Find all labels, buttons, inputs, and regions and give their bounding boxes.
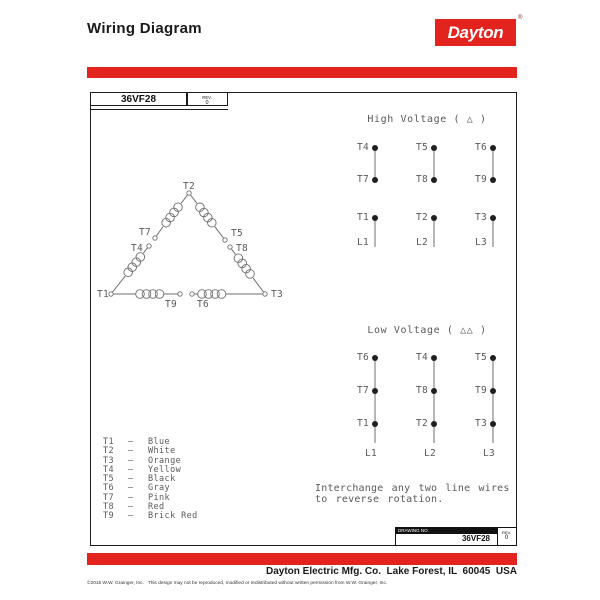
legend-dash: –	[128, 446, 134, 457]
legend-color: Red	[148, 502, 165, 513]
legend-color: Blue	[148, 437, 171, 447]
revision-label: REV.	[202, 94, 212, 100]
line-label: L3	[474, 237, 487, 248]
connection-dot	[490, 177, 496, 183]
terminal-label: T8	[415, 385, 428, 396]
connection-dot	[372, 145, 378, 151]
footer-copyright: ©2015 W.W. Grainger, Inc. This design may not be reproduced, modified or redistributed without written permission from W.W. Grainger, Inc.	[87, 581, 388, 586]
wire	[111, 276, 125, 294]
legend-terminal: T3	[103, 455, 115, 466]
legend-color: White	[148, 446, 176, 457]
drawing-rev-label: REV.	[502, 529, 511, 535]
coil-icon	[234, 254, 254, 278]
terminal-label-t9: T9	[164, 299, 178, 310]
coil-icon	[136, 290, 164, 299]
dayton-logo	[435, 19, 516, 46]
line-label: L2	[415, 237, 428, 248]
legend-terminal: T9	[103, 511, 115, 522]
dayton-logo-text: Dayton	[447, 22, 504, 42]
terminal-label-t1: T1	[96, 289, 109, 300]
footer-company: Dayton Electric Mfg. Co. Lake Forest, IL 60045 USA	[265, 566, 517, 577]
legend-color: Orange	[148, 455, 182, 466]
legend-color: Pink	[148, 492, 171, 503]
terminal-label: T6	[474, 142, 487, 153]
part-number: 36VF28	[120, 93, 157, 105]
terminal-label-t8: T8	[236, 243, 249, 254]
connection-dot	[372, 215, 378, 221]
legend-row	[103, 512, 198, 521]
rotation-note-line2: to reverse rotation.	[315, 493, 444, 505]
connection-dot	[490, 145, 496, 151]
terminal-label-t3: T3	[271, 289, 284, 300]
legend-dash: –	[128, 437, 134, 447]
terminal-label: T7	[356, 385, 369, 396]
high-voltage-diagram	[340, 105, 518, 255]
coil-icon	[162, 203, 183, 227]
coil-icon	[124, 253, 145, 277]
terminal-label-t2: T2	[182, 181, 196, 192]
header-rule	[87, 67, 517, 78]
wire	[253, 278, 265, 294]
terminal-label: T5	[474, 352, 487, 363]
part-number-box	[90, 92, 187, 106]
high-voltage-title: High Voltage ( △ )	[367, 114, 487, 125]
rotation-note	[315, 484, 510, 505]
connection-dot	[490, 421, 496, 427]
terminal-circle	[153, 236, 157, 240]
legend-color: Yellow	[148, 464, 182, 475]
registered-trademark-icon: ®	[518, 15, 523, 21]
terminal-label: T8	[415, 174, 428, 185]
terminal-label: T3	[474, 418, 487, 429]
connection-dot	[431, 388, 437, 394]
terminal-label-t7: T7	[138, 227, 151, 238]
coil-icon	[198, 290, 226, 299]
lead-color-legend	[103, 438, 198, 522]
drawing-number-label: DRAWING NO.	[396, 528, 497, 534]
legend-terminal: T5	[103, 474, 115, 485]
connection-dot	[372, 421, 378, 427]
page-title: Wiring Diagram	[87, 20, 202, 37]
legend-color: Gray	[148, 483, 171, 494]
legend-dash: –	[128, 492, 134, 503]
legend-dash: –	[128, 511, 134, 522]
low-voltage-diagram	[340, 315, 518, 465]
terminal-label-t5: T5	[231, 228, 244, 239]
terminal-label-t6: T6	[196, 299, 210, 310]
legend-dash: –	[128, 502, 134, 513]
terminal-label: T3	[474, 212, 487, 223]
drawing-rev-box	[497, 527, 517, 546]
delta-winding-diagram	[95, 165, 295, 320]
legend-terminal: T4	[103, 464, 115, 475]
rotation-note-line1: Interchange any two line wires	[315, 483, 510, 494]
terminal-label: T4	[415, 352, 428, 363]
terminal-circle	[147, 244, 151, 248]
terminal-circle	[263, 292, 267, 296]
terminal-label: T9	[474, 174, 487, 185]
revision-box	[187, 92, 228, 106]
terminal-label: T1	[356, 418, 369, 429]
legend-dash: –	[128, 464, 134, 475]
legend-terminal: T1	[103, 437, 115, 447]
connection-dot	[490, 388, 496, 394]
terminal-circle	[228, 245, 232, 249]
revision-value: 0	[205, 99, 209, 106]
terminal-label: T4	[356, 142, 369, 153]
legend-terminal: T7	[103, 492, 115, 503]
connection-dot	[431, 421, 437, 427]
legend-terminal: T8	[103, 502, 115, 513]
legend-terminal: T2	[103, 446, 115, 457]
low-voltage-title: Low Voltage ( △△ )	[367, 325, 487, 336]
legend-dash: –	[128, 483, 134, 494]
connection-dot	[490, 355, 496, 361]
connection-dot	[431, 215, 437, 221]
connection-dot	[372, 177, 378, 183]
drawing-number-value: 36VF28	[461, 534, 490, 543]
line-label: L2	[423, 448, 437, 459]
connection-dot	[431, 355, 437, 361]
terminal-label: T6	[356, 352, 369, 363]
connection-dot	[372, 388, 378, 394]
terminal-label: T5	[415, 142, 428, 153]
terminal-circle	[109, 292, 113, 296]
line-label: L3	[482, 448, 496, 459]
connection-dot	[431, 177, 437, 183]
footer-rule	[87, 553, 517, 565]
line-label: L1	[356, 237, 369, 248]
legend-color: Black	[148, 474, 176, 485]
coil-icon	[196, 203, 217, 227]
terminal-label: T2	[415, 418, 428, 429]
legend-terminal: T6	[103, 483, 115, 494]
terminal-label-t4: T4	[130, 243, 143, 254]
title-block-underline	[90, 109, 228, 110]
drawing-number-box	[395, 527, 498, 546]
connection-dot	[431, 145, 437, 151]
terminal-label: T9	[474, 385, 487, 396]
drawing-rev-value: 0	[504, 534, 509, 541]
terminal-label: T7	[356, 174, 369, 185]
legend-dash: –	[128, 455, 134, 466]
terminal-circle	[178, 292, 182, 296]
legend-dash: –	[128, 474, 134, 485]
line-label: L1	[364, 448, 378, 459]
terminal-label: T2	[415, 212, 428, 223]
terminal-circle	[190, 292, 194, 296]
connection-dot	[490, 215, 496, 221]
terminal-label: T1	[356, 212, 369, 223]
legend-color: Brick Red	[148, 511, 198, 522]
connection-dot	[372, 355, 378, 361]
terminal-circle	[223, 238, 227, 242]
